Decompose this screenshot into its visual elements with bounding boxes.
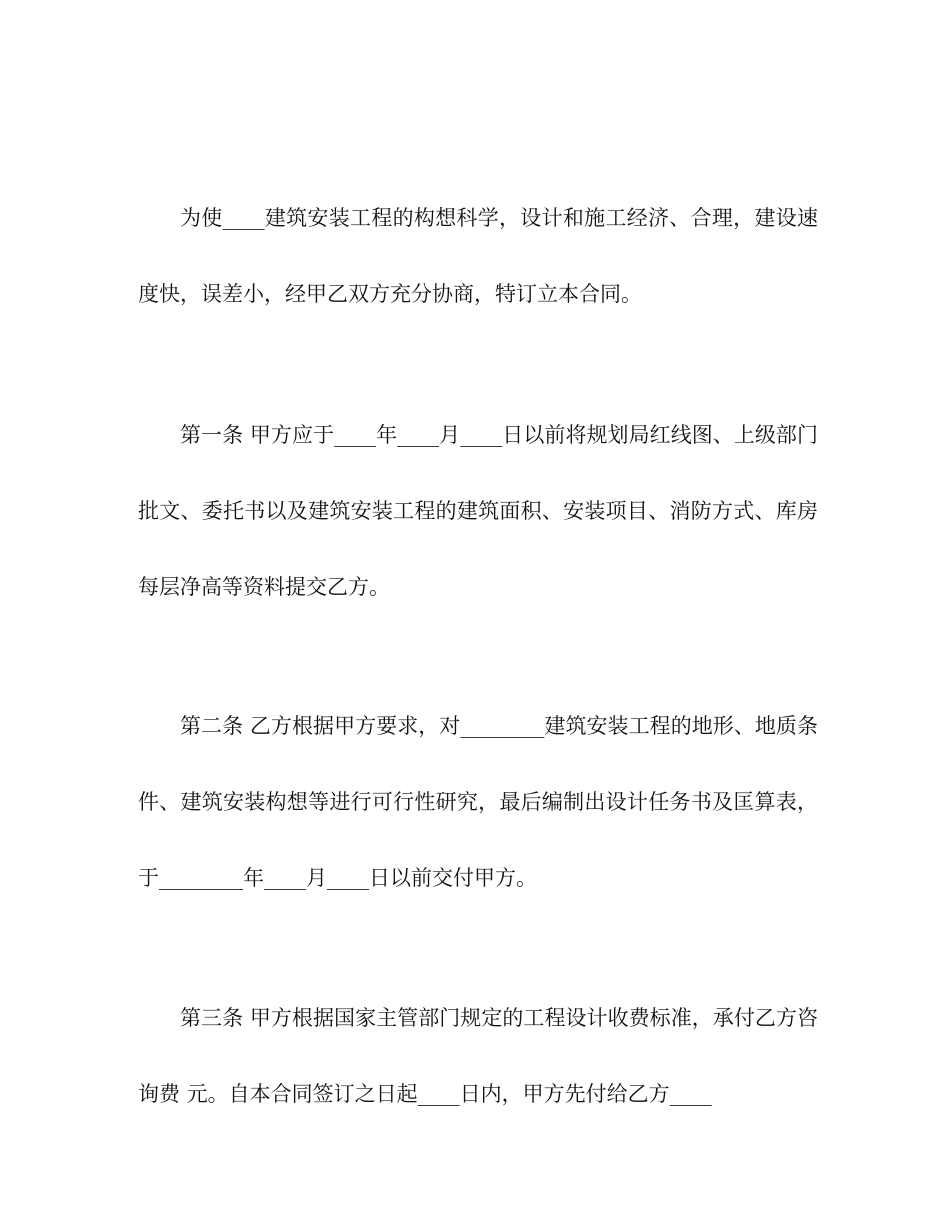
preamble-paragraph: 为使____建筑安装工程的构想科学，设计和施工经济、合理，建设速度快，误差小，经甲乙双方充分协商，特订立本合同。 bbox=[138, 206, 818, 306]
article-3-paragraph: 第三条 甲方根据国家主管部门规定的工程设计收费标准，承付乙方咨询费 元。自本合同签订之日起____日内，甲方先付给乙方____ bbox=[138, 1006, 818, 1106]
article-2-paragraph: 第二条 乙方根据甲方要求，对________建筑安装工程的地形、地质条件、建筑安装构想等进行可行性研究，最后编制出设计任务书及匡算表，于________年____月____日以前交付甲方。 bbox=[138, 714, 818, 890]
article-1-paragraph: 第一条 甲方应于____年____月____日以前将规划局红线图、上级部门批文、委托书以及建筑安装工程的建筑面积、安装项目、消防方式、库房每层净高等资料提交乙方。 bbox=[138, 423, 818, 599]
